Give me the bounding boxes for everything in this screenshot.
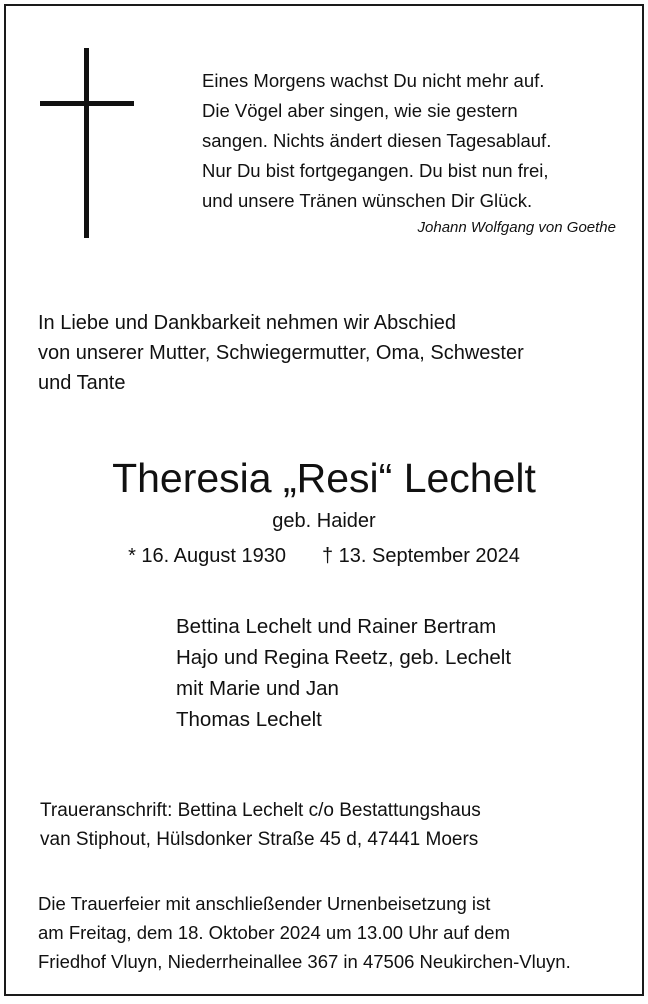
- maiden-name: geb. Haider: [272, 510, 376, 532]
- ceremony-line: Friedhof Vluyn, Niederrheinallee 367 in 47506 Neukirchen-Vluyn.: [38, 951, 571, 972]
- poem-line: Die Vögel aber singen, wie sie gestern: [202, 100, 518, 121]
- obituary-notice: [4, 4, 644, 996]
- ceremony-line: am Freitag, dem 18. Oktober 2024 um 13.00 Uhr auf dem: [38, 922, 510, 943]
- deceased-name: Theresia „Resi“ Lechelt: [112, 455, 536, 501]
- farewell-intro: [38, 308, 628, 398]
- intro-line: von unserer Mutter, Schwiegermutter, Oma, Schwester: [38, 342, 524, 364]
- poem-author: Johann Wolfgang von Goethe: [417, 219, 616, 236]
- mourner-line: Bettina Lechelt und Rainer Bertram: [176, 615, 497, 638]
- life-dates: [6, 541, 642, 571]
- address-line: Traueranschrift: Bettina Lechelt c/o Bestattungshaus: [40, 800, 481, 821]
- cross-vertical-bar: [84, 48, 89, 238]
- intro-line: und Tante: [38, 372, 126, 394]
- birth-date: * 16. August 1930: [128, 545, 286, 567]
- poem-line: sangen. Nichts ändert diesen Tagesablauf.: [202, 130, 552, 151]
- poem-line: und unsere Tränen wünschen Dir Glück.: [202, 190, 533, 211]
- poem-quote: [202, 66, 622, 236]
- poem-line: Nur Du bist fortgegangen. Du bist nun frei,: [202, 160, 549, 181]
- death-date: † 13. September 2024: [322, 545, 520, 567]
- mourner-line: mit Marie und Jan: [176, 677, 339, 700]
- mourners-list: [176, 611, 626, 735]
- cross-icon: [40, 48, 134, 238]
- poem-line: Eines Morgens wachst Du nicht mehr auf.: [202, 70, 545, 91]
- ceremony-line: Die Trauerfeier mit anschließender Urnenbeisetzung ist: [38, 893, 491, 914]
- cross-horizontal-bar: [40, 101, 134, 106]
- ceremony-info: [38, 889, 638, 976]
- intro-line: In Liebe und Dankbarkeit nehmen wir Abschied: [38, 312, 457, 334]
- mourning-address: [40, 796, 630, 854]
- address-line: van Stiphout, Hülsdonker Straße 45 d, 47441 Moers: [40, 829, 479, 850]
- mourner-line: Thomas Lechelt: [176, 708, 322, 731]
- mourner-line: Hajo und Regina Reetz, geb. Lechelt: [176, 646, 512, 669]
